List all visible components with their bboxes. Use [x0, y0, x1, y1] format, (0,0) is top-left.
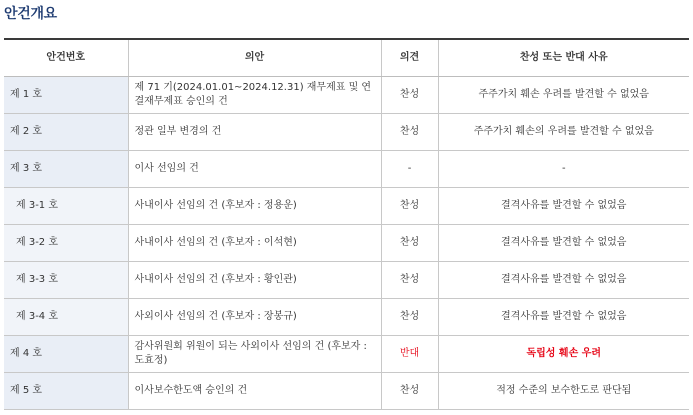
column-header-opinion: 의견	[381, 39, 438, 77]
agenda-opinion: 찬성	[381, 114, 438, 151]
agenda-opinion: 찬성	[381, 262, 438, 299]
table-row	[4, 373, 689, 410]
agenda-number: 제 4 호	[4, 336, 128, 373]
agenda-opinion: 찬성	[381, 225, 438, 262]
agenda-item: 정관 일부 변경의 건	[128, 114, 381, 151]
agenda-reason: -	[438, 151, 689, 188]
agenda-reason: 결격사유를 발견할 수 없었음	[438, 225, 689, 262]
agenda-number: 제 3-1 호	[4, 188, 128, 225]
agenda-reason: 결격사유를 발견할 수 없었음	[438, 299, 689, 336]
agenda-table	[4, 38, 689, 410]
table-row	[4, 336, 689, 373]
table-row	[4, 299, 689, 336]
agenda-opinion: 찬성	[381, 188, 438, 225]
page-title: 안건개요	[4, 6, 57, 22]
agenda-opinion: 찬성	[381, 77, 438, 114]
agenda-opinion: 찬성	[381, 299, 438, 336]
table-body	[4, 77, 689, 410]
agenda-number: 제 3 호	[4, 151, 128, 188]
column-header-item: 의안	[128, 39, 381, 77]
agenda-number: 제 3-3 호	[4, 262, 128, 299]
column-header-reason: 찬성 또는 반대 사유	[438, 39, 689, 77]
agenda-number: 제 5 호	[4, 373, 128, 410]
agenda-reason: 적정 수준의 보수한도로 판단됨	[438, 373, 689, 410]
table-row	[4, 151, 689, 188]
agenda-item: 이사보수한도액 승인의 건	[128, 373, 381, 410]
agenda-item: 사내이사 선임의 건 (후보자 : 정용운)	[128, 188, 381, 225]
agenda-reason: 결격사유를 발견할 수 없었음	[438, 188, 689, 225]
agenda-reason: 결격사유를 발견할 수 없었음	[438, 262, 689, 299]
agenda-item: 사외이사 선임의 건 (후보자 : 장봉규)	[128, 299, 381, 336]
table-row	[4, 188, 689, 225]
table-header-row	[4, 39, 689, 77]
agenda-number: 제 3-4 호	[4, 299, 128, 336]
agenda-opinion: -	[381, 151, 438, 188]
agenda-item: 감사위원회 위원이 되는 사외이사 선임의 건 (후보자 : 도효정)	[128, 336, 381, 373]
agenda-opinion: 반대	[381, 336, 438, 373]
agenda-reason: 독립성 훼손 우려	[438, 336, 689, 373]
agenda-number: 제 2 호	[4, 114, 128, 151]
agenda-item: 사내이사 선임의 건 (후보자 : 이석현)	[128, 225, 381, 262]
agenda-number: 제 1 호	[4, 77, 128, 114]
agenda-reason: 주주가치 훼손 우려를 발견할 수 없었음	[438, 77, 689, 114]
agenda-item: 사내이사 선임의 건 (후보자 : 황인관)	[128, 262, 381, 299]
table-row	[4, 77, 689, 114]
table-row	[4, 262, 689, 299]
agenda-opinion: 찬성	[381, 373, 438, 410]
column-header-number: 안건번호	[4, 39, 128, 77]
table-row	[4, 225, 689, 262]
agenda-number: 제 3-2 호	[4, 225, 128, 262]
agenda-reason: 주주가치 훼손의 우려를 발견할 수 없었음	[438, 114, 689, 151]
agenda-item: 이사 선임의 건	[128, 151, 381, 188]
agenda-item: 제 71 기(2024.01.01~2024.12.31) 재무제표 및 연결재무제표 승인의 건	[128, 77, 381, 114]
table-row	[4, 114, 689, 151]
